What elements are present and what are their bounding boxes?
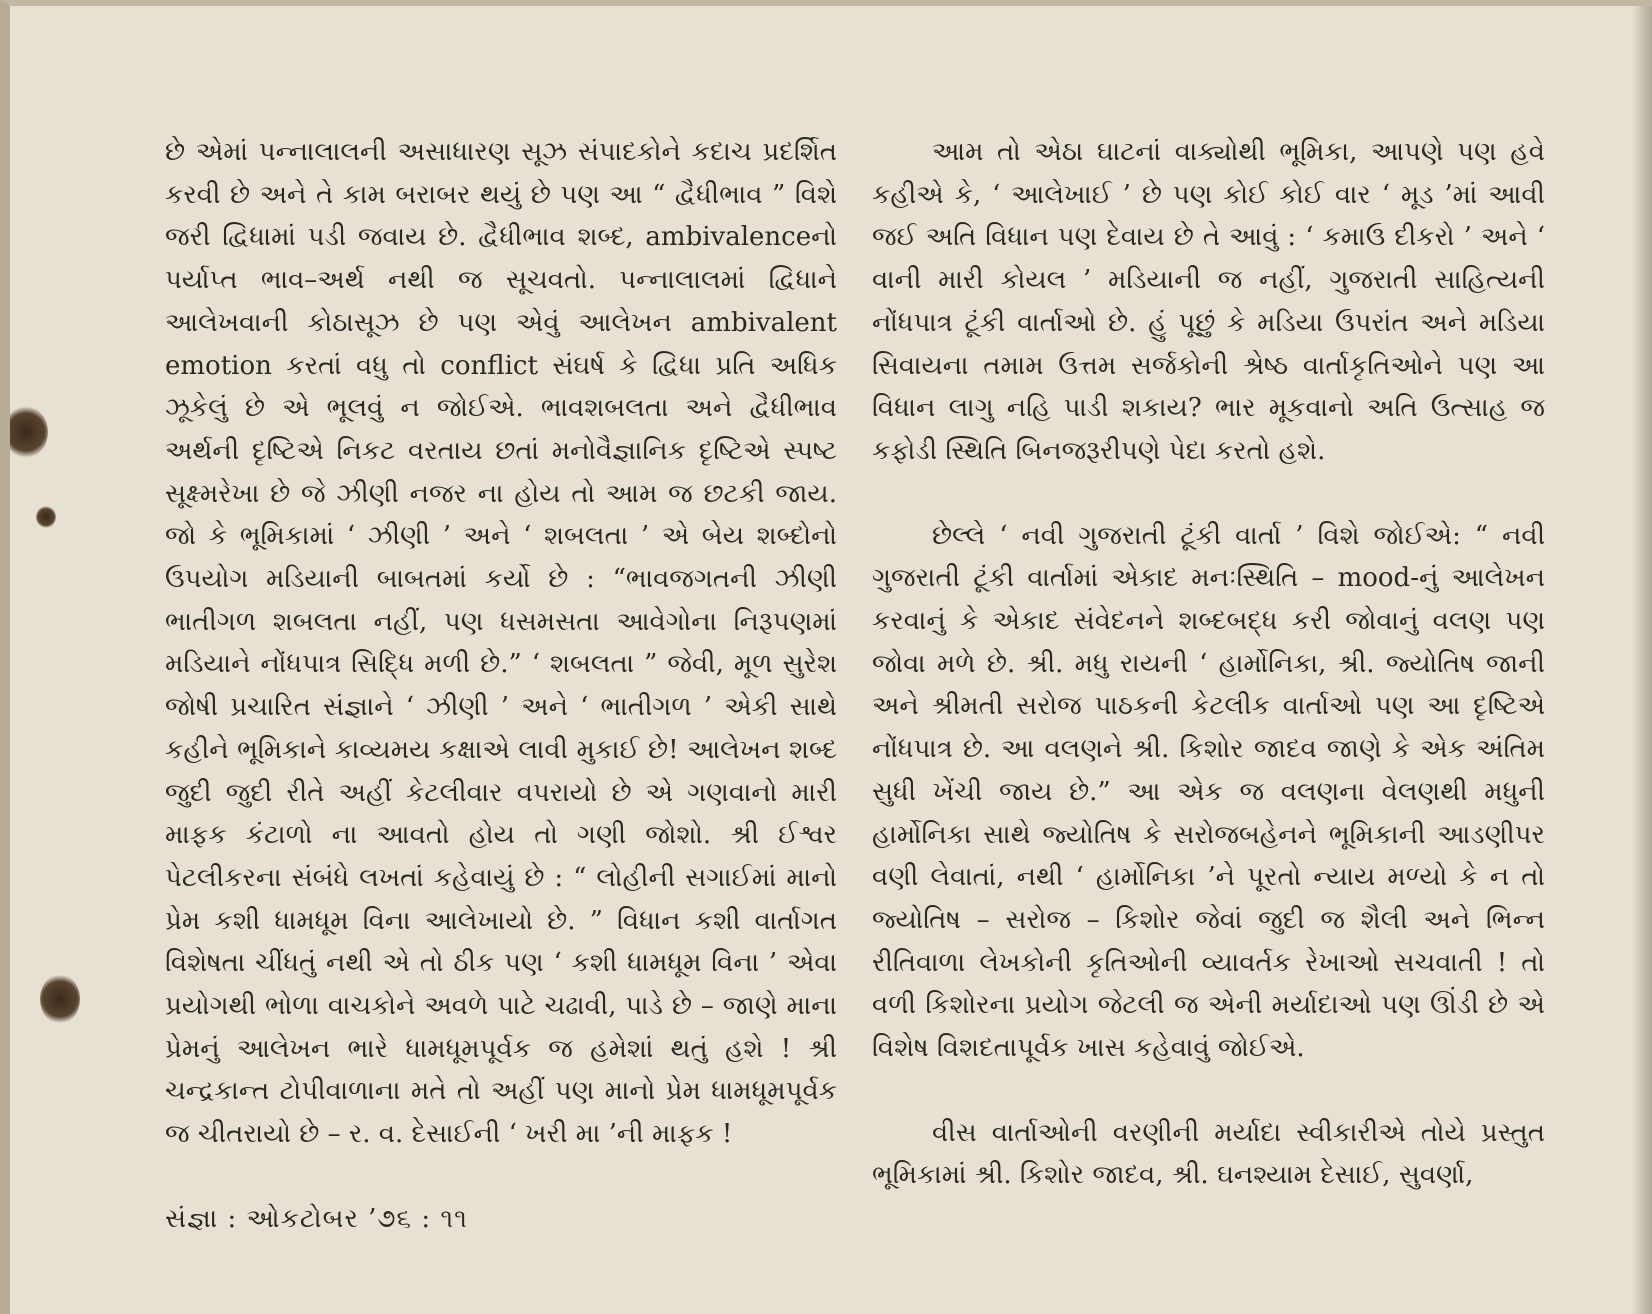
right-text-column [872,131,1545,1197]
body-paragraph: છેલ્લે ‘ નવી ગુજરાતી ટૂંકી વાર્તા ’ વિશે જોઈએ: “ નવી ગુજરાતી ટૂંકી વાર્તામાં એકાદ મનઃસ્થિતિ – mood-નું આલેખન કરવાનું કે એકાદ સંવેદનને શબ્દબદ્ધ કરી જોવાનું વલણ પણ જોવા મળે છે. શ્રી. મધુ રાયની ‘ હાર્મોનિકા, શ્રી. જ્યોતિષ જાની અને શ્રીમતી સરોજ પાઠકની કેટલીક વાર્તાઓ પણ આ દૃષ્ટિએ નોંધપાત્ર છે. આ વલણને શ્રી. કિશોર જાદવ જાણે કે એક અંતિમ સુધી ખેંચી જાય છે.” આ એક જ વલણના વેલણથી મધુની હાર્મોનિકા સાથે જ્યોતિષ કે સરોજબહેનને ભૂમિકાની આડણીપર વણી લેવાતાં, નથી ‘ હાર્મોનિકા ’ને પૂરતો ન્યાય મળ્યો કે ન તો જ્યોતિષ – સરોજ – કિશોર જેવાં જુદી જ શૈલી અને ભિન્ન રીતિવાળા લેખકોની કૃતિઓની વ્યાવર્તક રેખાઓ સચવાતી ! તો વળી કિશોરના પ્રયોગ જેટલી જ એની મર્યાદાઓ પણ ઊંડી છે એ વિશેષ વિશદતાપૂર્વક ખાસ કહેવાવું જોઈએ. [872,520,1545,1064]
body-paragraph: આમ તો એઠા ઘાટનાં વાક્યોથી ભૂમિકા, આપણે પણ હવે કહીએ કે, ‘ આલેખાઈ ’ છે પણ કોઈ કોઈ વાર ‘ મૂડ ’માં આવી જઈ અતિ વિધાન પણ દેવાય છે તે આવું : ‘ કમાઉ દીકરો ’ અને ‘ વાની મારી કોયલ ’ મડિયાની જ નહીં, ગુજરાતી સાહિત્યની નોંધપાત્ર ટૂંકી વાર્તાઓ છે. હું પૂછું કે મડિયા ઉપરાંત અને મડિયા સિવાયના તમામ ઉત્તમ સર્જકોની શ્રેષ્ઠ વાર્તાકૃતિઓને પણ આ વિધાન લાગુ નહિ પાડી શકાય? ભાર મૂકવાનો અતિ ઉત્સાહ જ કફોડી સ્થિતિ બિનજરૂરીપણે પેદા કરતો હશે. [872,137,1545,466]
body-paragraph: છે એમાં પન્નાલાલની અસાધારણ સૂઝ સંપાદકોને કદાચ પ્રદર્શિત કરવી છે અને તે કામ બરાબર થયું છે પણ આ “ દ્વૈધીભાવ ” વિશે જરી દ્વિધામાં પડી જવાય છે. દ્વૈધીભાવ શબ્દ, ambivalenceનો પર્યાપ્ત ભાવ–અર્થ નથી જ સૂચવતો. પન્નાલાલમાં દ્વિધાને આલેખવાની કોઠાસૂઝ છે પણ એવું આલેખન ambivalent emotion કરતાં વધુ તો conflict સંઘર્ષ કે દ્વિધા પ્રતિ અધિક ઝૂકેલું છે એ ભૂલવું ન જોઈએ. ભાવશબલતા અને દ્વૈધીભાવ અર્થની દૃષ્ટિએ નિકટ વરતાય છતાં મનોવૈજ્ઞાનિક દૃષ્ટિએ સ્પષ્ટ સૂક્ષ્મરેખા છે જે ઝીણી નજર ના હોય તો આમ જ છટકી જાય. જો કે ભૂમિકામાં ‘ ઝીણી ’ અને ‘ શબલતા ’ એ બેય શબ્દોનો ઉપયોગ મડિયાની બાબતમાં કર્યો છે : “ભાવજગતની ઝીણી ભાતીગળ શબલતા નહીં, પણ ધસમસતા આવેગોના નિરૂપણમાં મડિયાને નોંધપાત્ર સિદ્ધિ મળી છે.” ‘ શબલતા ” જેવી, મૂળ સુરેશ જોષી પ્રચારિત સંજ્ઞાને ‘ ઝીણી ’ અને ‘ ભાતીગળ ’ એકી સાથે કહીને ભૂમિકાને કાવ્યમય કક્ષાએ લાવી મુકાઈ છે! આલેખન શબ્દ જુદી જુદી રીતે અહીં કેટલીવાર વપરાયો છે એ ગણવાનો મારી માફક કંટાળો ના આવતો હોય તો ગણી જોશો. શ્રી ઈશ્વર પેટલીકરના સંબંધે લખતાં કહેવાયું છે : “ લોહીની સગાઈમાં માનો પ્રેમ કશી ધામધૂમ વિના આલેખાયો છે. ” વિધાન કશી વાર્તાગત વિશેષતા ચીંધતું નથી એ તો ઠીક પણ ‘ કશી ધામધૂમ વિના ’ એવા પ્રયોગથી ભોળા વાચકોને અવળે પાટે ચઢાવી, પાડે છે – જાણે માના પ્રેમનું આલેખન ભારે ધામધૂમપૂર્વક જ હમેશાં થતું હશે ! શ્રી ચન્દ્રકાન્ત ટોપીવાળાના મતે તો અહીં પણ માનો પ્રેમ ધામધૂમપૂર્વક જ ચીતરાયો છે – ર. વ. દેસાઈની ‘ ખરી મા ’ની માફક ! [165,137,837,1150]
page-stain [40,974,80,1024]
page-stain [36,506,56,528]
page-footer: સંજ્ઞા : ઓકટોબર ’૭૬ : ૧૧ [165,1204,468,1234]
left-text-column [165,131,837,1156]
page-stain [4,406,48,458]
body-paragraph: વીસ વાર્તાઓની વરણીની મર્યાદા સ્વીકારીએ તોયે પ્રસ્તુત ભૂમિકામાં શ્રી. કિશોર જાદવ, શ્રી. ઘનશ્યામ દેસાઈ, સુવર્ણા, [872,1117,1545,1191]
